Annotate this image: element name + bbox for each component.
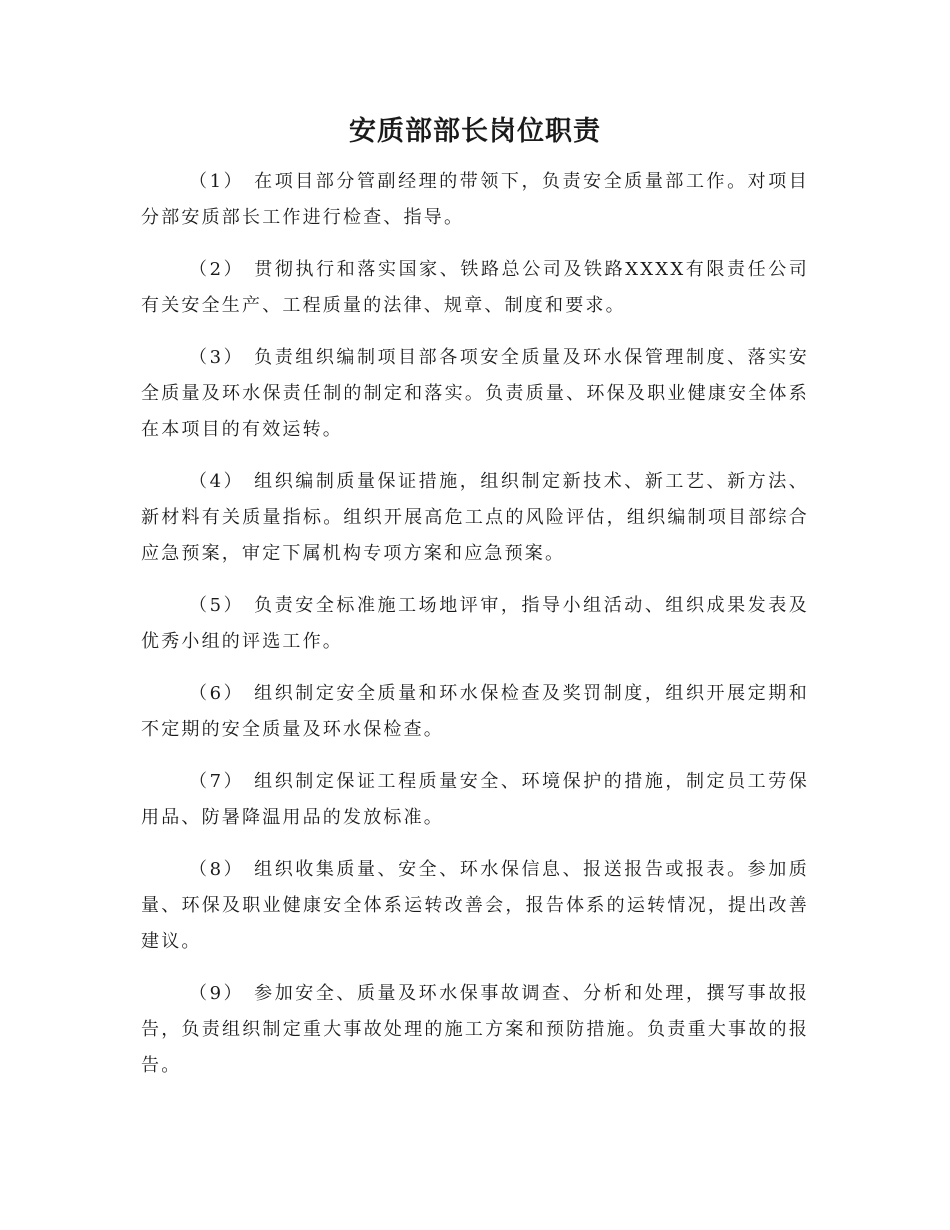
paragraph-text: 在项目部分管副经理的带领下，负责安全质量部工作。对项目分部安质部长工作进行检查、指导。	[141, 171, 809, 228]
duty-paragraph-2	[141, 252, 809, 324]
duty-paragraph-4	[141, 464, 809, 572]
duty-paragraph-1	[141, 164, 809, 236]
page-title: 安质部部长岗位职责	[349, 116, 601, 147]
duty-paragraph-5	[141, 588, 809, 660]
paragraph-number: （4）	[189, 471, 245, 492]
paragraph-text: 贯彻执行和落实国家、铁路总公司及铁路XXXX有限责任公司有关安全生产、工程质量的法律、规章、制度和要求。	[141, 259, 809, 316]
paragraph-number: （2）	[189, 259, 245, 280]
paragraph-number: （6）	[189, 683, 245, 704]
document-body	[141, 164, 809, 1100]
paragraph-text: 组织制定安全质量和环水保检查及奖罚制度，组织开展定期和不定期的安全质量及环水保检查。	[141, 683, 809, 740]
paragraph-text: 组织编制质量保证措施，组织制定新技术、新工艺、新方法、新材料有关质量指标。组织开展高危工点的风险评估，组织编制项目部综合应急预案，审定下属机构专项方案和应急预案。	[141, 471, 809, 564]
duty-paragraph-6	[141, 676, 809, 748]
paragraph-number: （1）	[189, 171, 245, 192]
paragraph-number: （8）	[189, 859, 245, 880]
paragraph-number: （3）	[189, 347, 245, 368]
duty-paragraph-9	[141, 976, 809, 1084]
paragraph-number: （5）	[189, 595, 245, 616]
paragraph-number: （7）	[189, 771, 245, 792]
duty-paragraph-7	[141, 764, 809, 836]
paragraph-text: 负责组织编制项目部各项安全质量及环水保管理制度、落实安全质量及环水保责任制的制定和落实。负责质量、环保及职业健康安全体系在本项目的有效运转。	[141, 347, 809, 440]
duty-paragraph-8	[141, 852, 809, 960]
paragraph-text: 参加安全、质量及环水保事故调查、分析和处理，撰写事故报告，负责组织制定重大事故处理的施工方案和预防措施。负责重大事故的报告。	[141, 983, 809, 1076]
paragraph-text: 组织制定保证工程质量安全、环境保护的措施，制定员工劳保用品、防暑降温用品的发放标准。	[141, 771, 809, 828]
paragraph-text: 组织收集质量、安全、环水保信息、报送报告或报表。参加质量、环保及职业健康安全体系运转改善会，报告体系的运转情况，提出改善建议。	[141, 859, 809, 952]
paragraph-number: （9）	[189, 983, 245, 1004]
paragraph-text: 负责安全标准施工场地评审，指导小组活动、组织成果发表及优秀小组的评选工作。	[141, 595, 809, 652]
duty-paragraph-3	[141, 340, 809, 448]
